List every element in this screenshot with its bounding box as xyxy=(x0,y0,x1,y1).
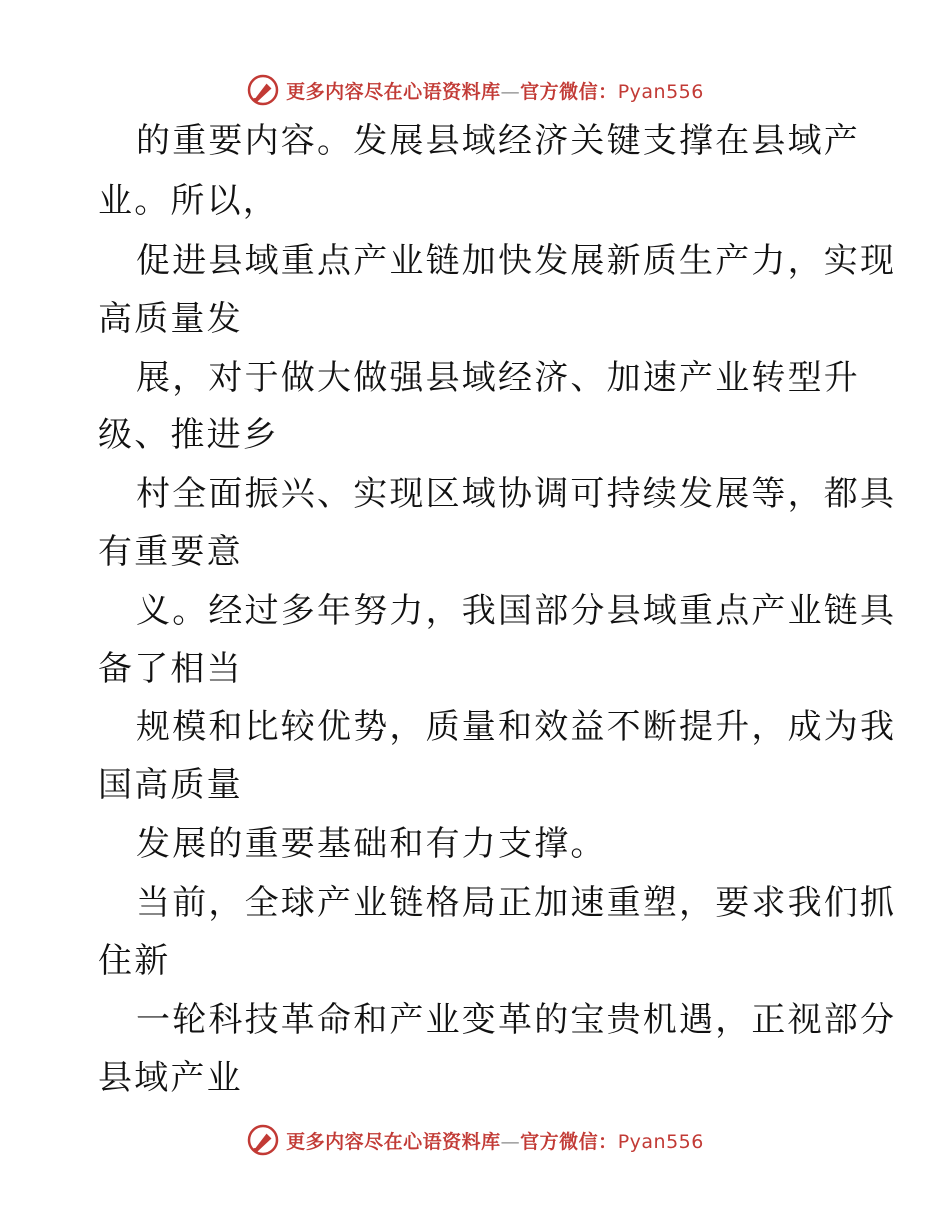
body-line: 一轮科技革命和产业变革的宝贵机遇，正视部分 xyxy=(136,1000,897,1040)
body-line: 促进县域重点产业链加快发展新质生产力，实现 xyxy=(136,241,897,281)
body-line: 义。经过多年努力，我国部分县域重点产业链具 xyxy=(136,591,897,631)
footer-banner-main: 更多内容尽在心语资料库 xyxy=(286,1130,501,1153)
body-line: 高质量发 xyxy=(98,299,243,339)
footer-banner xyxy=(0,1120,950,1160)
body-line: 村全面振兴、实现区域协调可持续发展等，都具 xyxy=(136,474,897,514)
body-line: 备了相当 xyxy=(98,649,243,689)
body-line: 的重要内容。发展县域经济关键支撑在县域产 xyxy=(136,121,860,161)
body-line: 规模和比较优势，质量和效益不断提升，成为我 xyxy=(136,707,897,747)
footer-banner-text xyxy=(286,1127,704,1154)
body-line: 当前，全球产业链格局正加速重塑，要求我们抓 xyxy=(136,883,897,923)
footer-banner-dash: — xyxy=(500,1130,521,1153)
header-banner-dash: — xyxy=(500,80,521,103)
body-line: 展，对于做大做强县域经济、加速产业转型升 xyxy=(136,358,860,398)
body-line: 国高质量 xyxy=(98,765,243,805)
header-banner xyxy=(0,70,950,110)
footer-banner-wechat-label: 官方微信： xyxy=(520,1130,618,1153)
body-line: 住新 xyxy=(98,941,171,981)
body-line: 级、推进乡 xyxy=(98,415,279,455)
header-banner-wechat-id: Pyan556 xyxy=(617,80,704,103)
header-banner-text xyxy=(286,77,704,104)
pen-nib-logo-icon xyxy=(246,73,280,107)
header-banner-wechat-label: 官方微信： xyxy=(520,80,618,103)
body-line: 业。所以， xyxy=(98,181,279,221)
body-line: 发展的重要基础和有力支撑。 xyxy=(136,824,607,864)
body-line: 有重要意 xyxy=(98,532,243,572)
pen-nib-logo-icon xyxy=(246,1123,280,1157)
body-line: 县域产业 xyxy=(98,1058,243,1098)
header-banner-main: 更多内容尽在心语资料库 xyxy=(286,80,501,103)
footer-banner-wechat-id: Pyan556 xyxy=(617,1130,704,1153)
